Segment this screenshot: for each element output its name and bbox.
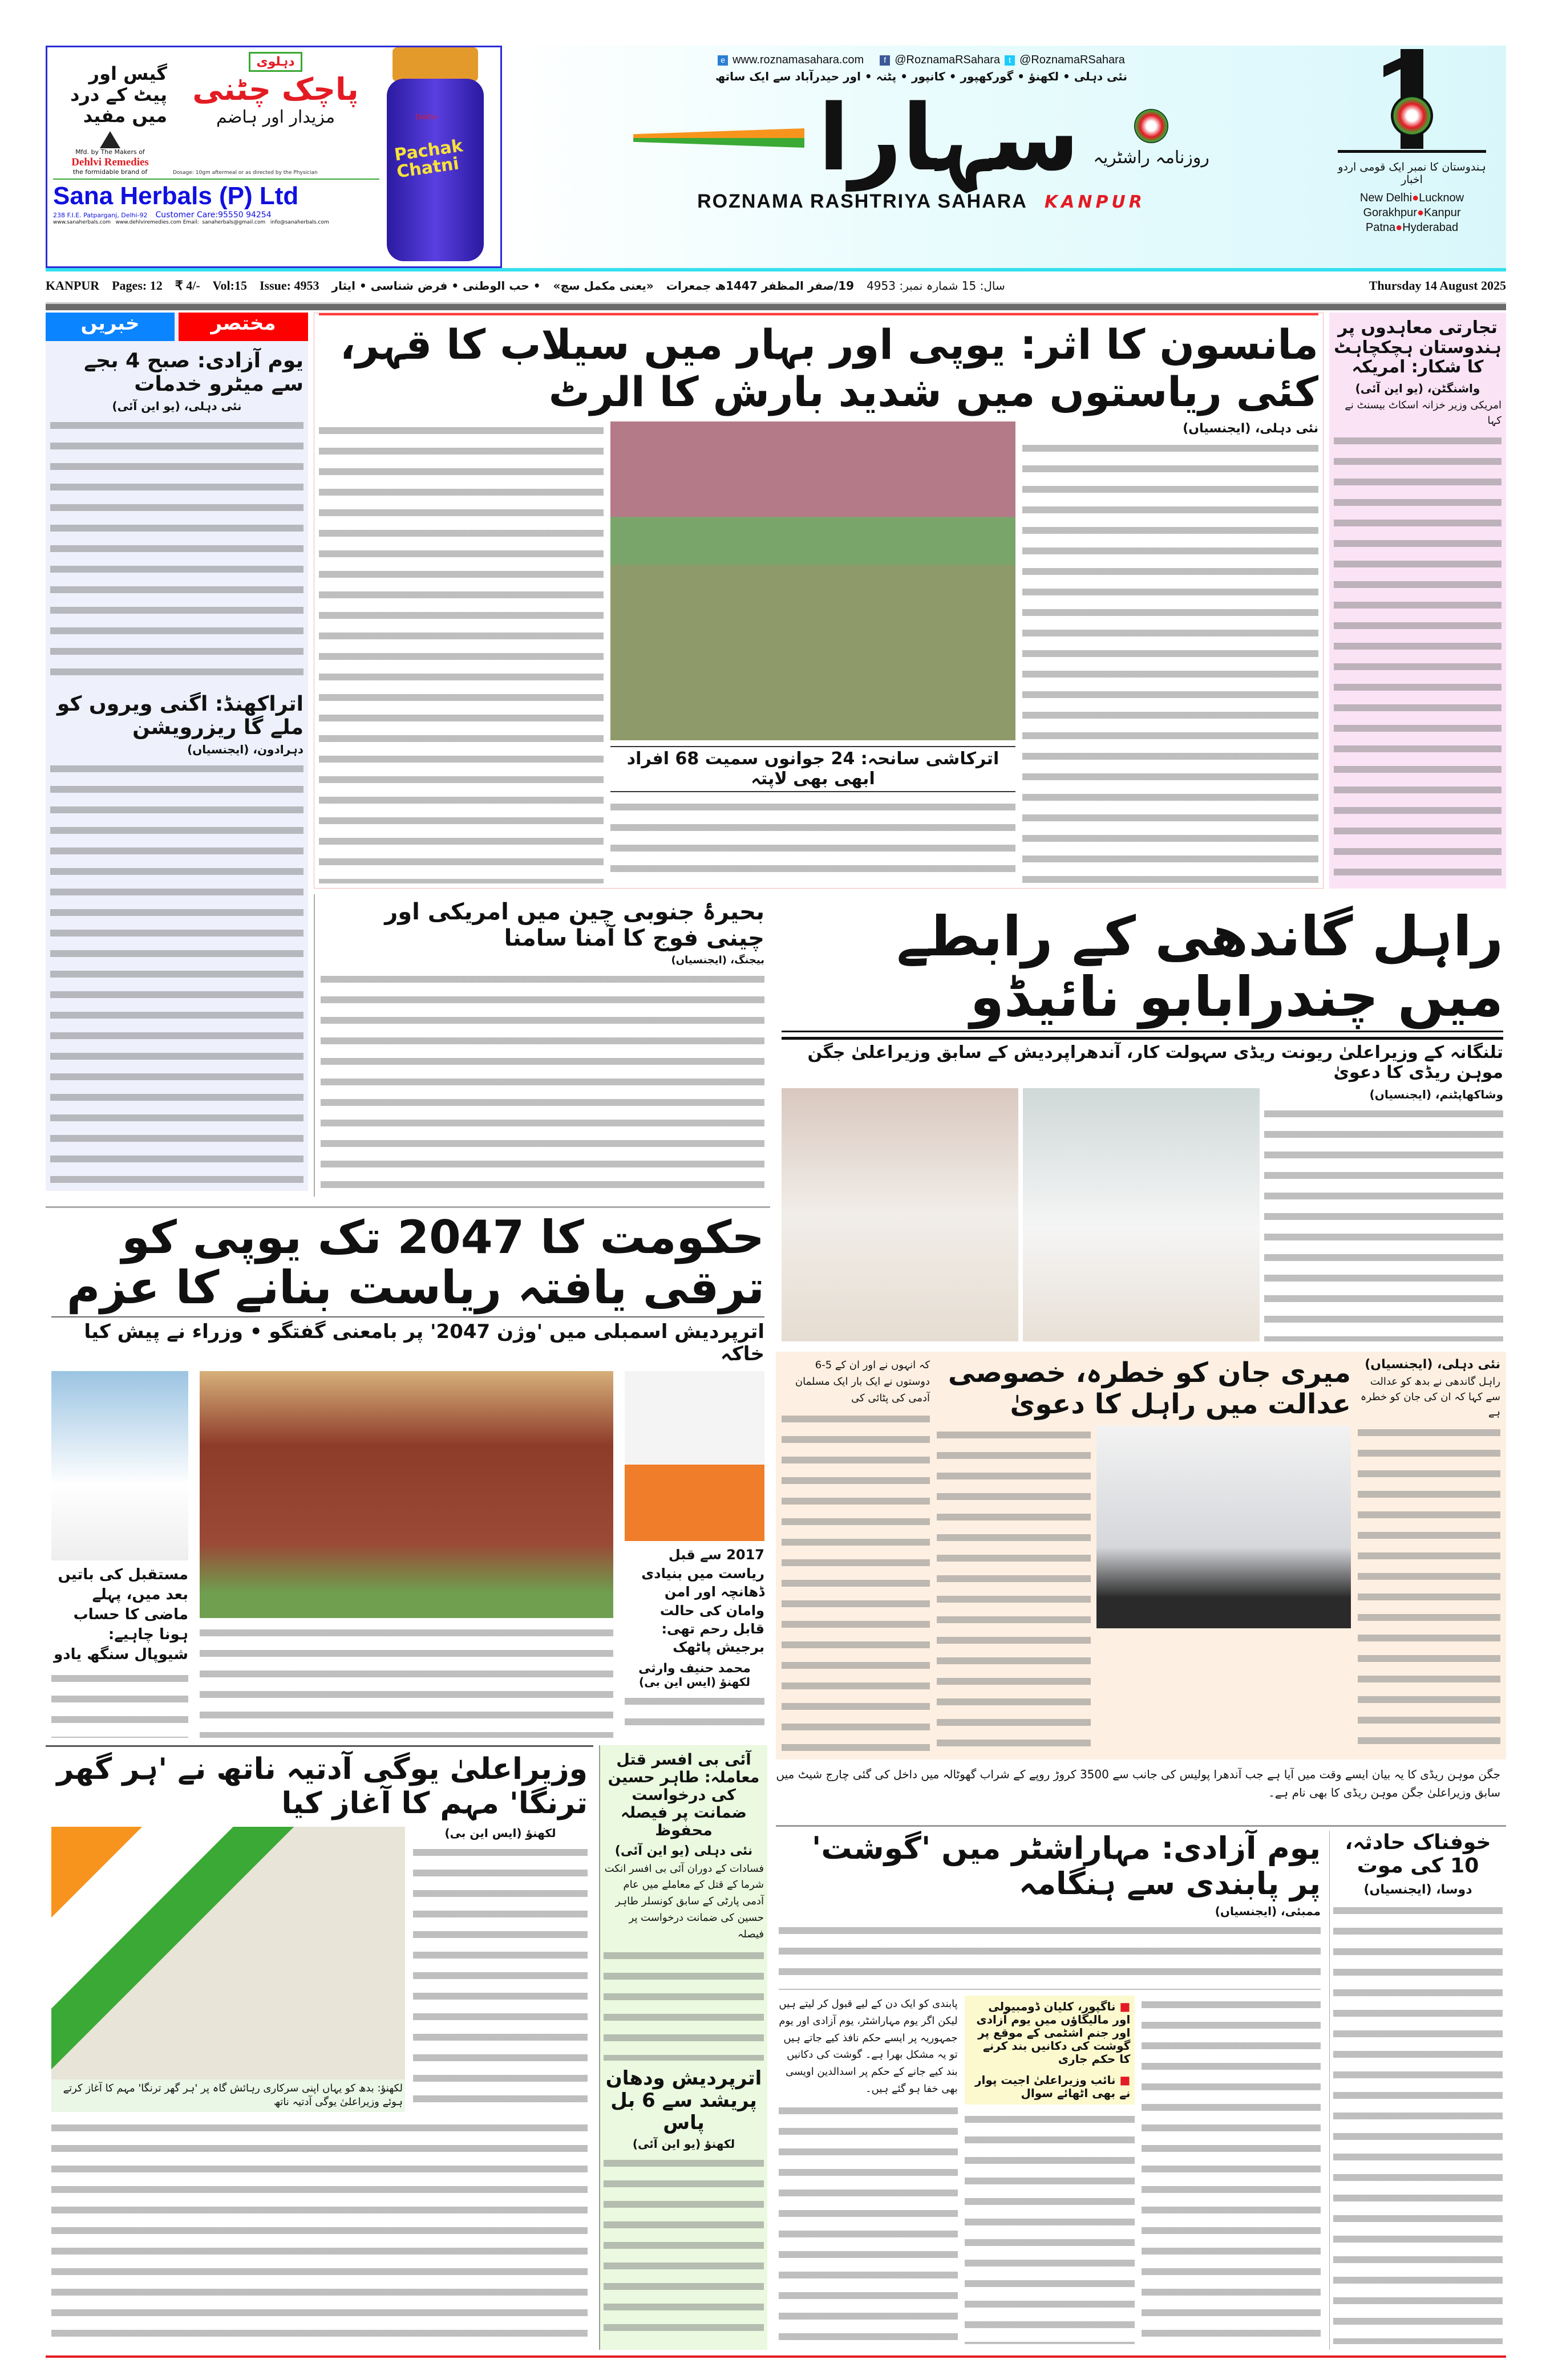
meat-body-right <box>1142 1996 1321 2344</box>
lead-dateline: نئی دہلی، (ایجنسیاں) <box>1183 421 1318 436</box>
ad-maker: Dehlvi Remedies <box>71 156 149 168</box>
sidebar-body-text <box>1334 432 1502 883</box>
ad-address: 238 F.I.E. Patparganj, Delhi-92 <box>53 212 148 220</box>
advertisement[interactable] <box>46 46 502 268</box>
court-body-center <box>937 1426 1091 1754</box>
up-2047-story <box>46 1206 770 1742</box>
meat-bullet: ■ نائب وزیراعلیٰ اجیت پوار نے بھی اٹھائے سوال <box>975 2073 1131 2101</box>
brief-dateline: نئی دہلی، (یو این آئی) <box>112 399 242 413</box>
naidu-story <box>776 907 1506 1346</box>
dateline-pages: Pages: 12 <box>112 278 163 293</box>
meat-bullet: ■ ناگپور، کلیان ڈومبیولی اور مالیگاؤں میں یوم آزادی اور جنم اشٹمی کے موقع پر گوشت کی دکانیں بند کرنے کا حکم جاری <box>976 2000 1131 2066</box>
accident-body-text <box>1333 1901 1503 2344</box>
meat-body-text <box>779 1921 1321 1990</box>
china-story <box>314 894 770 1197</box>
accident-headline[interactable]: خوفناک حادثہ، 10 کی موت <box>1345 1831 1491 1878</box>
up-subhead[interactable]: اترپردیش اسمبلی میں 'وژن 2047' پر بامعنی گفتگو • وزراء نے پیش کیا خاکہ <box>84 1320 764 1366</box>
dateline-city: KANPUR <box>46 278 100 293</box>
up-body-left <box>51 1669 188 1738</box>
lead-body-right <box>1022 439 1318 883</box>
dehlvi-logo-icon <box>100 131 120 148</box>
facebook-link[interactable]: @RoznamaRSahara <box>895 54 1001 66</box>
up-byline: محمد حنیف وارثی <box>638 1661 751 1676</box>
meat-headline[interactable]: یوم آزادی: مہاراشٹر میں 'گوشت' پر پابندی سے ہنگامہ <box>811 1830 1321 1902</box>
meat-highlight-box <box>965 1996 1135 2105</box>
assembly-photo <box>200 1371 613 1618</box>
caption-pathak: 2017 سے قبل ریاست میں بنیادی ڈھانچہ اور امن وامان کی حالت قابل رحم تھی: برجیش پاٹھک <box>641 1547 764 1656</box>
city-list: New Delhi●Lucknow Gorakhpur●Kanpur Patna●Hyderabad <box>1359 192 1464 234</box>
caption-shivpal: مستقبل کی باتیں بعد میں، پہلے ماضی کا حساب ہونا چاہیے: شیوپال سنگھ یادو <box>54 1566 188 1663</box>
up-body-center <box>200 1624 613 1738</box>
yogi-body-right <box>413 1843 588 2112</box>
website-link[interactable]: www.roznamasahara.com <box>732 54 864 66</box>
dateline-bar <box>46 278 1506 293</box>
bullet-icon: ■ <box>1115 2000 1131 2014</box>
china-headline[interactable]: بحیرۂ جنوبی چین میں امریکی اور چینی فوج کا آمنا سامنا <box>385 899 764 951</box>
up-headline-rule <box>51 1316 764 1317</box>
court-lead: راہل گاندھی نے بدھ کو عدالت سے کہا کہ ان کی جان کو خطرہ ہے <box>1360 1376 1500 1419</box>
brief-news-column <box>46 313 308 1191</box>
court-story <box>776 1352 1506 1759</box>
brief-headline[interactable]: اتراکھنڈ: اگنی ویروں کو ملے گا ریزرویشن <box>56 692 303 740</box>
brief-label-blue: خبریں <box>46 313 175 341</box>
ib-lead: فسادات کے دوران آئی بی افسر انکت شرما کے قتل کے معاملے میں عام آدمی پارٹی کے سابق کونسلر طاہر حسین کی ضمانت درخواست پر فیصلہ <box>604 1862 764 1940</box>
naidu-photo <box>782 1088 1018 1341</box>
sidebar-dateline: واشنگٹن، (یو این آئی) <box>1355 381 1480 395</box>
ad-company: Sana Herbals (P) Ltd <box>53 181 299 210</box>
jagan-reddy-photo <box>1023 1088 1260 1341</box>
sidebar-lead: امریکی وزیر خزانہ اسکاٹ بیسنٹ نے کہا <box>1345 399 1502 427</box>
up-dateline: لکھنؤ (ایس این بی) <box>639 1675 750 1689</box>
court-body-right <box>1358 1424 1500 1754</box>
naidu-headline[interactable]: راہل گاندھی کے رابطے میں چندرابابو نائیڈو <box>896 905 1503 1029</box>
number-one-emblem <box>1332 49 1492 157</box>
meat-body-bottom <box>779 2102 958 2344</box>
dateline-slogan: «یعنی مکمل سچ» <box>553 279 654 293</box>
web-icon: e <box>718 55 728 66</box>
tiranga-photo-caption: لکھنؤ: بدھ کو یہاں اپنی سرکاری رہائش گاہ پر 'ہر گھر ترنگا' مہم کا آغاز کرتے ہوئے وزیراعلیٰ یوگی آدتیہ ناتھ <box>51 2079 405 2112</box>
accident-story <box>1329 1831 1506 2350</box>
ad-divider <box>53 179 379 180</box>
ib-dateline: نئی دہلی (یو این آئی) <box>614 1844 753 1859</box>
brajesh-pathak-photo <box>625 1371 764 1541</box>
brief-body-text <box>50 416 303 684</box>
china-body-text <box>321 970 764 1192</box>
meat-dateline: ممبئی، (ایجنسیاں) <box>1215 1904 1321 1919</box>
meat-body-center <box>965 2110 1135 2344</box>
dateline-rule <box>46 302 1506 310</box>
brief-headline[interactable]: یوم آزادی: صبح 4 بجے سے میٹرو خدمات <box>84 349 303 396</box>
yogi-body-bottom <box>51 2119 588 2344</box>
lead-headline[interactable]: مانسون کا اثر: یوپی اور بہار میں سیلاب کا قہر، کئی ریاستوں میں شدید بارش کا الرٹ <box>339 321 1318 416</box>
yogi-story <box>46 1745 593 2350</box>
facebook-icon: f <box>880 55 890 66</box>
page-bottom-rule <box>46 2355 1506 2358</box>
ad-mfd-line: Mfd. by The Makers of <box>75 148 145 156</box>
ad-web-email: www.sanaherbals.com www.dehlviremedies.com Email: sanaherbals@gmail.com info@sanaherbals.com <box>53 220 329 226</box>
ib-officer-story <box>599 1745 767 2350</box>
ad-tagline: مزیدار اور ہاضم <box>216 107 335 128</box>
court-body-left <box>782 1410 930 1754</box>
brief-dateline: دہرادون، (ایجنسیاں) <box>187 742 303 756</box>
ad-dosage: Dosage: 10gm aftermeal or as directed by the Physician <box>173 169 318 176</box>
ad-customer-care: Customer Care:95550 94254 <box>155 210 272 220</box>
brief-body-text <box>50 760 303 1185</box>
emblem-sun-icon <box>1391 95 1433 137</box>
dateline-date: Thursday 14 August 2025 <box>1369 278 1506 293</box>
dateline-motto: • حب الوطنی • فرض شناسی • ایثار <box>331 279 541 293</box>
up-body-right <box>625 1692 764 1738</box>
yogi-dateline: لکھنؤ (ایس این بی) <box>444 1826 556 1840</box>
sahara-logo: سہارا <box>818 84 1080 191</box>
naidu-dateline: وشاکھاپٹنم، (ایجنسیاں) <box>1369 1088 1503 1102</box>
up-headline[interactable]: حکومت کا 2047 تک یوپی کو ترقی یافتہ ریاست بنانے کا عزم <box>66 1211 764 1314</box>
twitter-icon: t <box>1005 55 1015 66</box>
court-dateline: نئی دہلی، (ایجنسیاں) <box>1365 1357 1500 1372</box>
lead-story <box>314 313 1324 889</box>
social-links <box>718 54 1125 67</box>
sidebar-story <box>1329 313 1506 889</box>
lead-subhead[interactable]: اترکاشی سانحہ: 24 جوانوں سمیت 68 افراد ابھی بھی لاپتہ <box>610 746 1015 792</box>
bills-body-text <box>604 2154 764 2344</box>
masthead <box>502 46 1506 268</box>
court-side-text: کہ انہوں نے اور ان کے 5-6 دوستوں نے ایک بار ایک مسلمان آدمی کی پٹائی کی <box>795 1359 930 1404</box>
lead-body-left <box>319 421 604 883</box>
ib-body-text <box>604 1947 764 2061</box>
ib-headline[interactable]: آئی بی افسر قتل معاملہ: طاہر حسین کی درخواست ضمانت پر فیصلہ محفوظ <box>608 1751 760 1840</box>
flood-photo <box>610 421 1015 740</box>
ad-product-name: پاچک چٹنی <box>192 71 359 108</box>
dateline-issue-urdu: سال: 15 شمارہ نمبر: 4953 <box>867 279 1005 293</box>
brief-label-red: مختصر <box>179 313 308 341</box>
naidu-subhead[interactable]: تلنگانہ کے وزیراعلیٰ ریونت ریڈی سہولت کار، آندھراپردیش کے سابق وزیراعلیٰ جگن موہن ریڈی کا دعویٰ <box>807 1043 1503 1082</box>
ad-brand-badge: دہلوی <box>249 52 302 72</box>
bills-headline[interactable]: اترپردیش ودھان پریشد سے 6 بل پاس <box>605 2066 762 2134</box>
court-bottom-rule <box>776 1825 1506 1827</box>
bills-dateline: لکھنؤ (یو این آئی) <box>632 2136 735 2151</box>
ad-maker-sub: the formidable brand of <box>72 168 148 176</box>
logo-sun-icon <box>1134 109 1168 143</box>
accident-dateline: دوسا، (ایجنسیاں) <box>1363 1882 1472 1897</box>
meat-ban-story <box>776 1831 1324 2350</box>
meat-excerpt: پابندی کو ایک دن کے لیے قبول کر لیتے ہیں لیکن اگر یوم مہاراشٹر، یوم آزادی اور یوم جمہوریہ پر ایسے حکم نافذ کیے جاتے ہیں تو یہ مشکل بھرا ہے۔ گوشت کی دکانیں بند کیے جانے کے حکم پر اسدالدین اویسی بھی خفا ہو گئے ہیں۔ <box>779 1998 958 2095</box>
tricolor-stripe <box>633 128 804 148</box>
yogi-headline[interactable]: وزیراعلیٰ یوگی آدتیہ ناتھ نے 'ہر گھر ترنگا' مہم کا آغاز کیا <box>56 1752 588 1821</box>
rahul-gandhi-photo <box>1096 1426 1351 1628</box>
lead-subhead-body <box>610 798 1015 883</box>
court-headline[interactable]: میری جان کو خطرہ، خصوصی عدالت میں راہل کا دعویٰ <box>948 1357 1351 1421</box>
naidu-double-rule <box>782 1031 1503 1040</box>
dateline-issue: Issue: 4953 <box>259 278 319 293</box>
naidu-body-text <box>1264 1105 1503 1341</box>
editions-line: نئی دہلی • لکھنؤ • گورکھپور • کانپور • پٹنہ • اور حیدرآباد سے ایک ساتھ <box>715 70 1127 83</box>
bullet-icon: ■ <box>1115 2073 1131 2087</box>
shivpal-yadav-photo <box>51 1371 188 1560</box>
masthead-english-name: ROZNAMA RASHTRIYA SAHARA <box>697 190 1027 212</box>
china-dateline: بیجنگ، (ایجنسیاں) <box>671 954 764 966</box>
dateline-hijri: 19/صفر المظفر 1447ھ جمعرات <box>666 279 855 293</box>
lead-top-rule <box>319 313 1318 315</box>
roznama-label: روزنامہ راشٹریہ <box>1093 147 1209 168</box>
twitter-link[interactable]: @RoznamaRSahara <box>1019 54 1125 66</box>
ad-benefit: گیس اور پیٹ کے درد میں مفید <box>70 63 167 127</box>
masthead-bottom-rule <box>46 268 1506 271</box>
number-one-tagline: ہندوستان کا نمبر ایک قومی اردو اخبار <box>1338 161 1486 186</box>
tiranga-photo <box>51 1827 405 2079</box>
sidebar-headline[interactable]: تجارتی معاہدوں پر ہندوستان ہچکچاہٹ کا شکار: امریکہ <box>1334 318 1502 377</box>
dateline-price: ₹ 4/- <box>175 278 200 293</box>
dateline-vol: Vol:15 <box>212 278 247 293</box>
court-closing-text: جگن موہن ریڈی کا یہ بیان ایسے وقت میں آیا ہے جب آندھرا پولیس کی جانب سے 3500 کروڑ روپے کے شراب گھوٹالہ میں داخل کی گئی چارج شیٹ میں سابق وزیراعلیٰ جگن موہن ریڈی کا بھی نام ہے۔ <box>776 1767 1500 1799</box>
chutney-jar-image: Dehlvi Pachak Chatni <box>384 47 487 264</box>
masthead-edition: KANPUR <box>1044 192 1146 212</box>
